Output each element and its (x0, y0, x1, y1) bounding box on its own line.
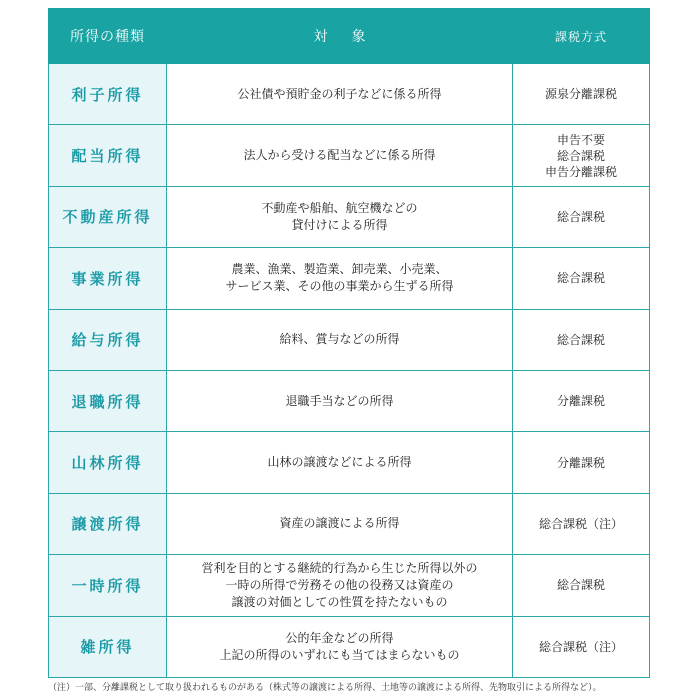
header-target: 対象 (167, 9, 513, 64)
income-type-name: 退職所得 (49, 370, 167, 431)
tax-method-cell (513, 309, 650, 370)
income-target-line: 一時の所得で労務その他の役務又は資産の (225, 577, 454, 592)
income-type-name: 譲渡所得 (49, 493, 167, 554)
table-row (49, 309, 650, 370)
table-header-row (49, 9, 650, 64)
tax-method-line: 総合課税（注） (538, 639, 623, 654)
income-target-cell (167, 370, 513, 431)
income-target-cell (167, 432, 513, 493)
income-target-cell (167, 248, 513, 309)
tax-method-line: 総合課税 (556, 271, 605, 286)
income-target-line: 退職手当などの所得 (285, 393, 394, 408)
income-target-line: 法人から受ける配当などに係る所得 (243, 148, 436, 163)
table-row (49, 432, 650, 493)
income-type-name: 給与所得 (49, 309, 167, 370)
income-target-cell (167, 186, 513, 247)
tax-method-line: 総合課税 (556, 332, 605, 347)
income-type-name: 不動産所得 (49, 186, 167, 247)
footnote: （注）一部、分離課税として取り扱われるものがある（株式等の譲渡による所得、土地等の譲渡による所得、先物取引による所得など）。 (48, 683, 602, 693)
income-target-line: 公社債や預貯金の利子などに係る所得 (237, 86, 442, 101)
income-target-line: 農業、漁業、製造業、卸売業、小売業、 (231, 262, 448, 277)
income-target-cell (167, 125, 513, 186)
table-row (49, 616, 650, 677)
tax-method-cell (513, 64, 650, 125)
income-target-cell (167, 555, 513, 616)
header-tax-method: 課税方式 (513, 9, 650, 64)
tax-method-line: 源泉分離課税 (544, 87, 617, 102)
table-row (49, 555, 650, 616)
tax-method-line: 総合課税 (556, 209, 605, 224)
income-target-line: 山林の譲渡などによる所得 (267, 455, 412, 470)
income-type-name: 山林所得 (49, 432, 167, 493)
tax-method-line: 分離課税 (556, 455, 605, 470)
table-row (49, 370, 650, 431)
tax-method-line: 総合課税 (556, 148, 605, 163)
table-row (49, 125, 650, 186)
income-type-table (48, 8, 650, 678)
tax-method-cell (513, 248, 650, 309)
income-target-line: 貸付けによる所得 (291, 217, 388, 232)
tax-method-cell (513, 125, 650, 186)
income-target-cell (167, 309, 513, 370)
income-type-name: 利子所得 (49, 64, 167, 125)
tax-method-line: 総合課税（注） (538, 516, 623, 531)
income-target-line: 営利を目的とする継続的行為から生じた所得以外の (201, 560, 478, 575)
table-row (49, 248, 650, 309)
income-target-line: 給料、賞与などの所得 (279, 332, 400, 347)
income-target-line: 不動産や船舶、航空機などの (261, 200, 418, 215)
tax-method-cell (513, 616, 650, 677)
tax-method-line: 分離課税 (556, 394, 605, 409)
income-target-line: サービス業、その他の事業から生ずる所得 (225, 279, 454, 294)
tax-method-cell (513, 370, 650, 431)
income-type-name: 配当所得 (49, 125, 167, 186)
tax-method-cell (513, 493, 650, 554)
income-target-cell (167, 493, 513, 554)
tax-method-line: 申告分離課税 (544, 164, 617, 179)
tax-method-line: 総合課税 (556, 578, 605, 593)
income-type-name: 事業所得 (49, 248, 167, 309)
income-type-name: 一時所得 (49, 555, 167, 616)
header-income-type: 所得の種類 (49, 9, 167, 64)
table-row (49, 64, 650, 125)
tax-method-cell (513, 186, 650, 247)
tax-method-cell (513, 555, 650, 616)
table-row (49, 493, 650, 554)
table-row (49, 186, 650, 247)
income-target-line: 資産の譲渡による所得 (279, 516, 400, 531)
income-target-cell (167, 616, 513, 677)
tax-method-line: 申告不要 (556, 132, 605, 147)
income-target-line: 譲渡の対価としての性質を持たないもの (231, 594, 448, 609)
tax-method-cell (513, 432, 650, 493)
income-target-line: 上記の所得のいずれにも当てはまらないもの (219, 647, 460, 662)
income-type-name: 雑所得 (49, 616, 167, 677)
income-target-cell (167, 64, 513, 125)
income-target-line: 公的年金などの所得 (285, 630, 394, 645)
